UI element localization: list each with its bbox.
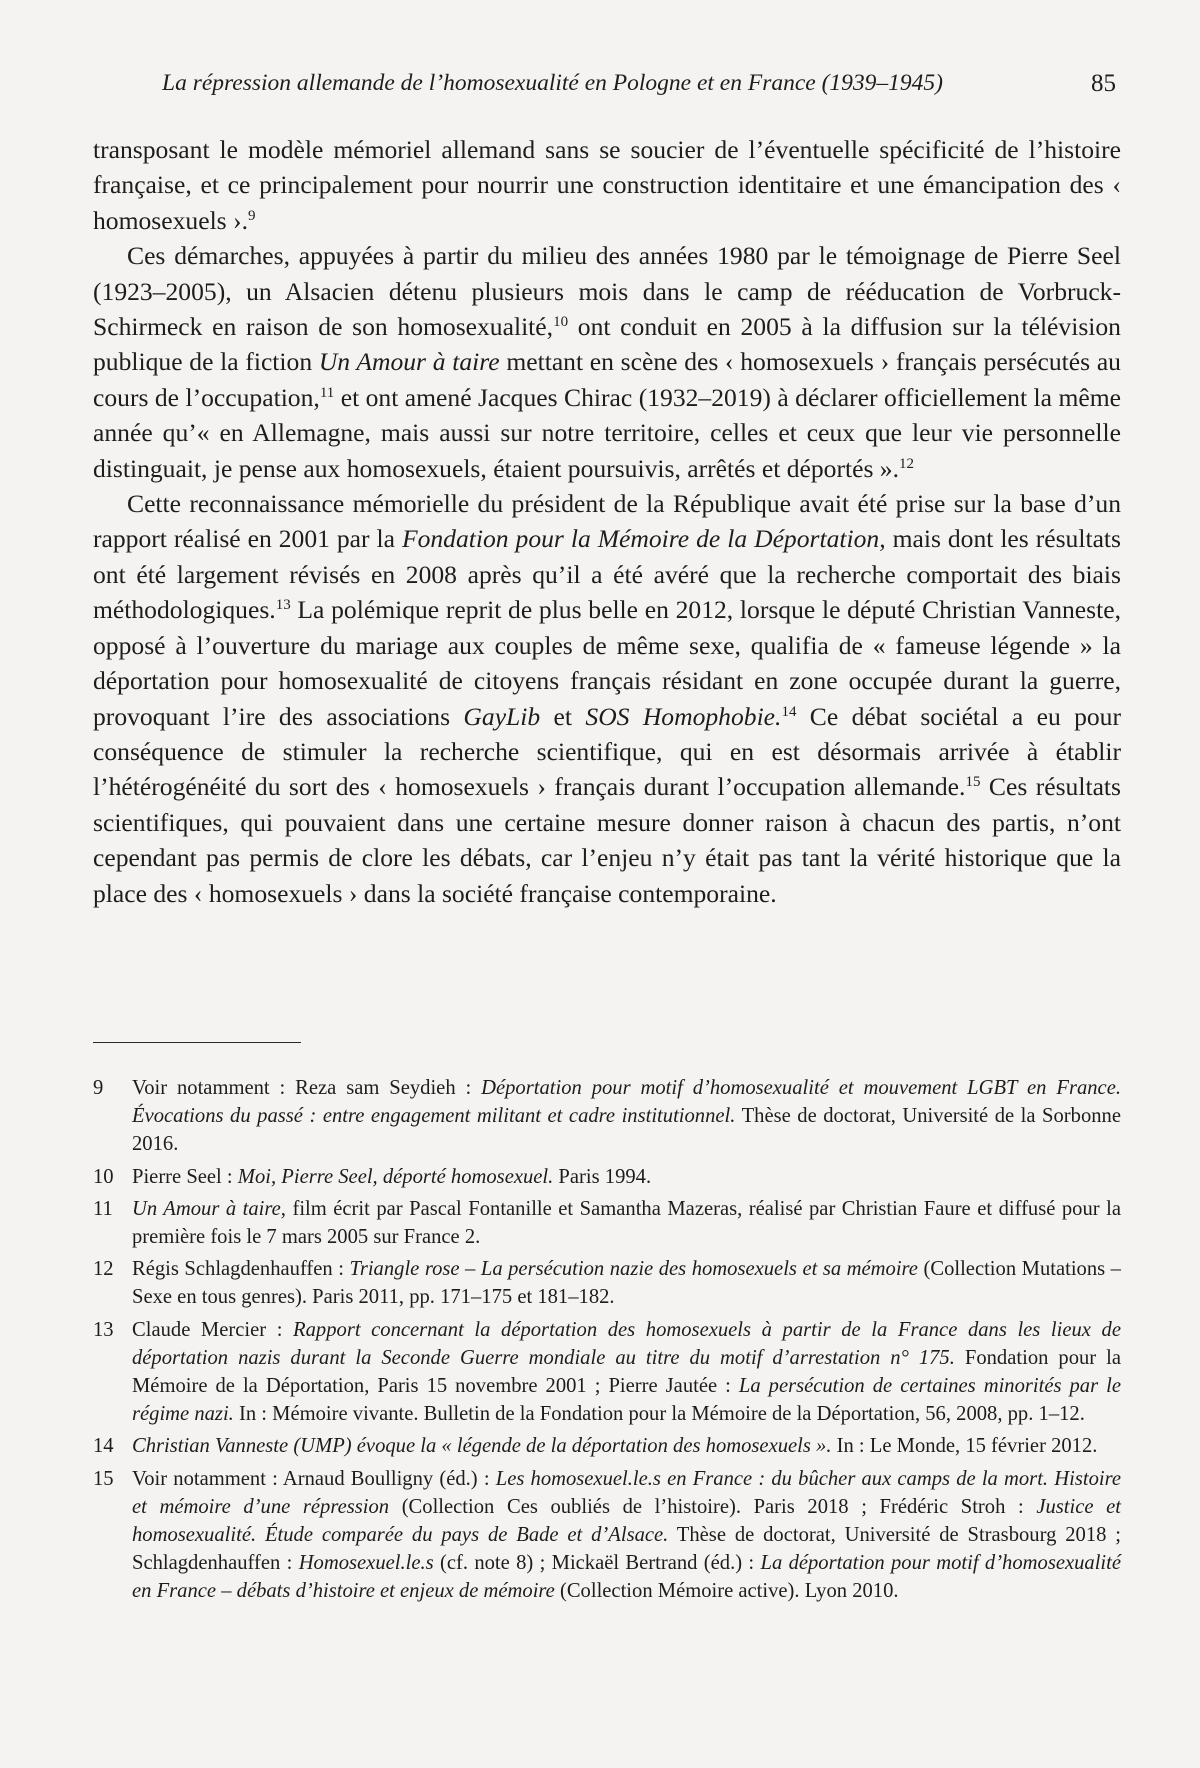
footnote-text: Un Amour à taire, film écrit par Pascal Fontanille et Samantha Mazeras, réalisé par Christian Faure et diffusé pour la première fois le 7 mars 2005 sur France 2. — [132, 1197, 1121, 1249]
footnote-13 — [93, 1316, 1121, 1429]
footnote-ref-11[interactable]: 11 — [319, 384, 335, 401]
footnote-number: 10 — [93, 1165, 114, 1188]
running-head — [96, 70, 1116, 110]
footnote-14 — [93, 1432, 1121, 1460]
footnote-ref-10[interactable]: 10 — [553, 314, 569, 331]
footnote-12 — [93, 1255, 1121, 1311]
paragraph-3: Cette reconnaissance mémorielle du président de la République avait été prise sur la base d’un rapport réalisé en 2001 par la Fondation pour la Mémoire de la Déportation, mais dont les résultats ont été largement révisés en 2008 après qu’il a été avéré que la recherche comportait des biais méthodologiques.$^{13}$ La polémique reprit de plus belle en 2012, lorsque le député Christian Vanneste, opposé à l’ouverture du mariage aux couples de même sexe, qualifia de « fameuse légende » la déportation pour homosexualité de citoyens français résidant en zone occupée durant la guerre, provoquant l’ire des associations GayLib et SOS Homophobie.$^{14}$ Ce débat sociétal a eu pour conséquence de stimuler la recherche scientifique, qui en est désormais arrivée à établir l’hétérogénéité du sort des ‹ homosexuels › français durant l’occupation allemande.$^{15}$ Ces résultats scientifiques, qui pouvaient dans une certaine mesure donner raison à chacun des partis, n’ont cependant pas permis de clore les débats, car l’enjeu n’y était pas tant la vérité historique que la place des ‹ homosexuels › dans la société française contemporaine. — [93, 489, 1122, 908]
footnote-11 — [93, 1195, 1121, 1251]
footnote-number: 12 — [93, 1258, 114, 1281]
footnote-separator — [93, 1042, 301, 1043]
paragraph-2: Ces démarches, appuyées à partir du milieu des années 1980 par le témoignage de Pierre Seel (1923–2005), un Alsacien détenu plusieurs mois dans le camp de rééducation de Vorbruck-Schirmeck en raison de son homosexualité,$^{10}$ ont conduit en 2005 à la diffusion sur la télévision publique de la fiction Un Amour à taire mettant en scène des ‹ homosexuels › français persécutés au cours de l’occupation,$^{11}$ et ont amené Jacques Chirac (1932–2019) à déclarer officiellement la même année qu’« en Allemagne, mais aussi sur notre territoire, celles et ceux que leur vie personnelle distinguait, je pense aux homosexuels, étaient poursuivis, arrêtés et déportés ».$^{12}$ — [93, 241, 1121, 483]
footnote-text: Christian Vanneste (UMP) évoque la « légende de la déportation des homosexuels ». In : Le Monde, 15 février 2012. — [132, 1435, 1098, 1458]
footnote-10 — [93, 1163, 1121, 1191]
footnote-text: Voir notamment : Arnaud Boulligny (éd.) : Les homosexuel.le.s en France : du bûcher aux camps de la mort. Histoire et mémoire d’une répression (Collection Ces oubliés de l’histoire). Paris 2018 ; Frédéric Stroh : Justice et homosexualité. Étude comparée du pays de Bade et d’Alsace. Thèse de doctorat, Université de Strasbourg 2018 ; Schlagdenhauffen : Homosexuel.le.s (cf. note 8) ; Mickaël Bertrand (éd.) : La déportation pour motif d’homosexualité en France – débats d’histoire et enjeux de mémoire (Collection Mémoire active). Lyon 2010. — [132, 1467, 1122, 1603]
footnote-number: 11 — [93, 1197, 113, 1220]
footnote-number: 9 — [93, 1077, 104, 1099]
footnote-number: 13 — [93, 1318, 114, 1341]
footnote-9 — [93, 1074, 1121, 1159]
footnote-ref-13[interactable]: 13 — [275, 597, 291, 614]
footnote-ref-15[interactable]: 15 — [965, 774, 981, 791]
footnote-ref-14[interactable]: 14 — [781, 703, 797, 720]
footnote-15 — [93, 1465, 1121, 1606]
paragraph-1: transposant le modèle mémoriel allemand sans se soucier de l’éventuelle spécificité de l’histoire française, et ce principalement pour nourrir une construction identitaire et une émancipation des ‹ homosexuels ›.$^9$ — [93, 135, 1121, 235]
footnotes — [93, 1074, 1121, 1610]
footnote-number: 14 — [93, 1435, 114, 1458]
footnote-number: 15 — [93, 1467, 114, 1490]
footnote-text: Claude Mercier : Rapport concernant la déportation des homosexuels à partir de la France dans les lieux de déportation nazis durant la Seconde Guerre mondiale au titre du motif d’arrestation n° 175. Fondation pour la Mémoire de la Déportation, Paris 15 novembre 2001 ; Pierre Jautée : La persécution de certaines minorités par le régime nazi. In : Mémoire vivante. Bulletin de la Fondation pour la Mémoire de la Déportation, 56, 2008, pp. 1–12. — [132, 1318, 1122, 1426]
running-title: La répression allemande de l’homosexualité en Pologne et en France (1939–1945) — [162, 70, 943, 96]
footnote-text: Voir notamment : Reza sam Seydieh : Déportation pour motif d’homosexualité et mouvement LGBT en France. Évocations du passé : entre engagement militant et cadre institutionnel. Thèse de doctorat, Université de la Sorbonne 2016. — [132, 1077, 1121, 1156]
page-number: 85 — [1091, 70, 1116, 97]
footnote-text: Régis Schlagdenhauffen : Triangle rose – La persécution nazie des homosexuels et sa mémoire (Collection Mutations – Sexe en tous genres). Paris 2011, pp. 171–175 et 181–182. — [132, 1258, 1121, 1309]
footnote-ref-12[interactable]: 12 — [899, 455, 915, 472]
main-text — [93, 132, 1121, 911]
footnote-text: Pierre Seel : Moi, Pierre Seel, déporté homosexuel. Paris 1994. — [132, 1165, 652, 1188]
footnote-ref-9[interactable]: 9 — [247, 207, 256, 224]
